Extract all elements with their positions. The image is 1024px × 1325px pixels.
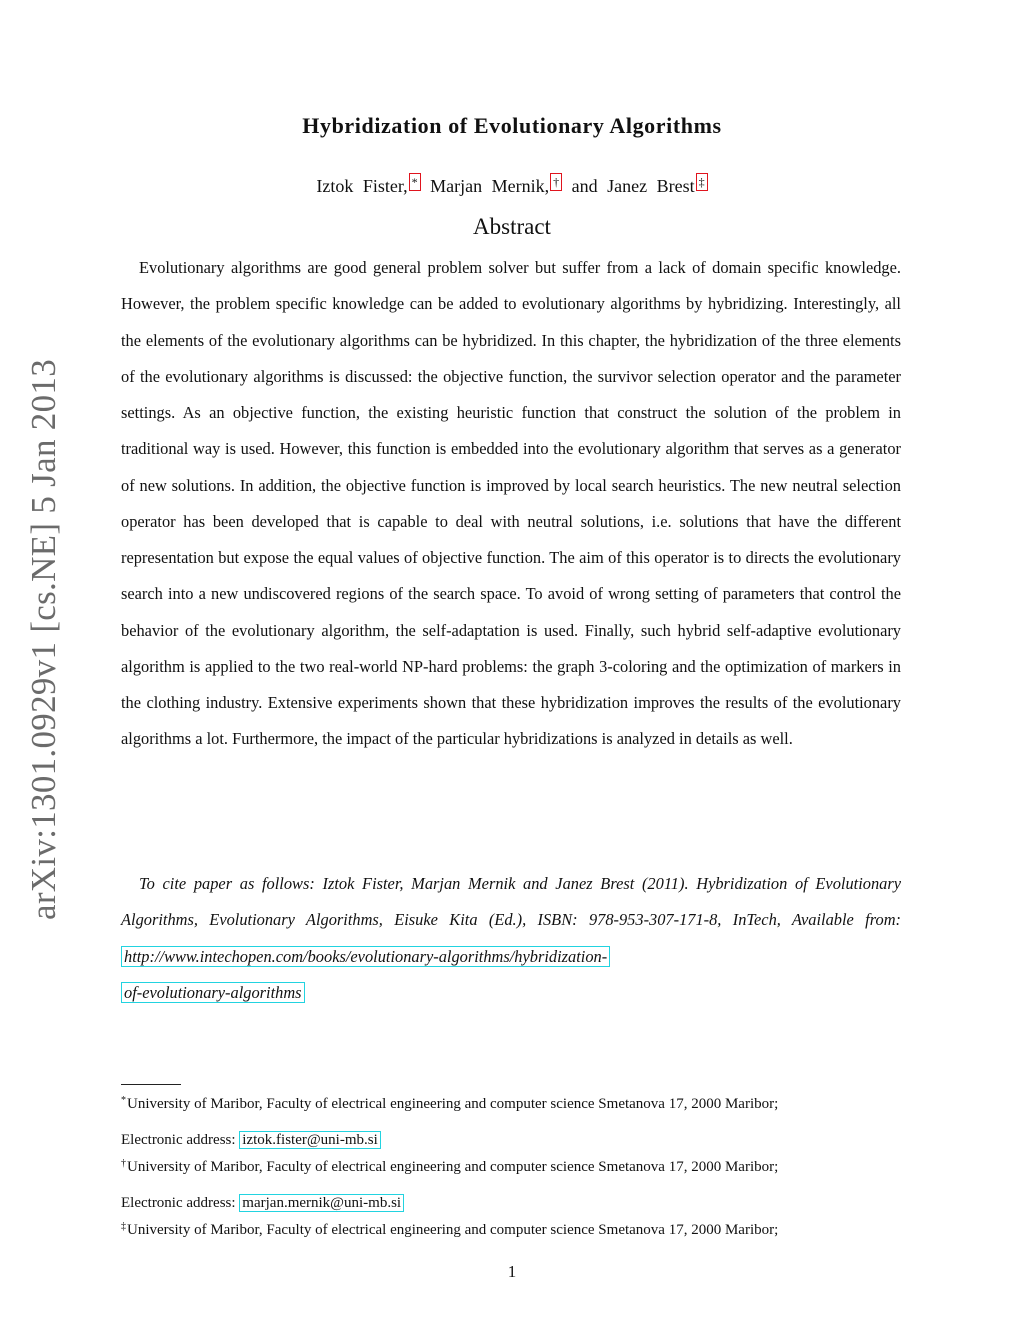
footnote-email-line	[121, 1191, 911, 1215]
author-name: and Janez Brest	[571, 176, 695, 196]
footnote-affiliation	[121, 1089, 911, 1116]
email-label: Electronic address:	[121, 1132, 236, 1148]
citation-url-link-continued[interactable]: of-evolutionary-algorithms	[121, 982, 305, 1003]
email-label: Electronic address:	[121, 1195, 236, 1211]
email-link[interactable]: iztok.fister@uni-mb.si	[239, 1131, 380, 1149]
affiliation-text: University of Maribor, Faculty of electrical engineering and computer science Smetanova 17, 2000 Maribor;	[127, 1222, 779, 1238]
footnote-rule	[121, 1084, 181, 1085]
footnote-affiliation	[121, 1152, 911, 1179]
citation-text: To cite paper as follows: Iztok Fister, Marjan Mernik and Janez Brest (2011). Hybridization of Evolutionary Algorithms, Evolutionary Algorithms, Eisuke Kita (Ed.), ISBN: 978-953-307-171-8, InTech, Available from:	[121, 874, 901, 930]
affiliation-text: University of Maribor, Faculty of electrical engineering and computer science Smetanova 17, 2000 Maribor;	[127, 1096, 779, 1112]
arxiv-identifier-stamp: arXiv:1301.0929v1 [cs.NE] 5 Jan 2013	[24, 359, 63, 920]
footnote-mark: †	[121, 1158, 126, 1169]
footnote-mark: ‡	[121, 1221, 126, 1232]
footnote-mark: *	[121, 1095, 126, 1106]
author-name: Iztok Fister,	[316, 176, 408, 196]
footnote-affiliation	[121, 1215, 911, 1242]
affiliation-text: University of Maribor, Faculty of electrical engineering and computer science Smetanova 17, 2000 Maribor;	[127, 1159, 779, 1175]
footnote-email-line	[121, 1128, 911, 1152]
footnote-link[interactable]: ‡	[696, 173, 708, 191]
author-list	[0, 173, 1024, 197]
abstract-text	[121, 250, 901, 758]
email-link[interactable]: marjan.mernik@uni-mb.si	[239, 1194, 404, 1212]
citation-paragraph	[121, 866, 901, 1011]
abstract-heading: Abstract	[473, 214, 551, 239]
abstract-body: Evolutionary algorithms are good general problem solver but suffer from a lack of domain specific knowledge. However, the problem specific knowledge can be added to evolutionary algorithms by hybridizing. Interestingly, all the elements of the evolutionary algorithms can be hybridized. In this chapter, the hybridization of the three elements of the evolutionary algorithms is discussed: the objective function, the survivor selection operator and the parameter settings. As an objective function, the existing heuristic function that construct the solution of the problem in traditional way is used. However, this function is embedded into the evolutionary algorithm that serves as a generator of new solutions. In addition, the objective function is improved by local search heuristics. The new neutral selection operator has been developed that is capable to deal with neutral solutions, i.e. solutions that have the different representation but expose the equal values of objective function. The aim of this operator is to directs the evolutionary search into a new undiscovered regions of the search space. To avoid of wrong setting of parameters that control the behavior of the evolutionary algorithm, the self-adaptation is used. Finally, such hybrid self-adaptive evolutionary algorithm is applied to the two real-world NP-hard problems: the graph 3-coloring and the optimization of markers in the clothing industry. Extensive experiments shown that these hybridization improves the results of the evolutionary algorithms a lot. Furthermore, the impact of the particular hybridizations is analyzed in details as well.	[121, 258, 901, 749]
paper-title: Hybridization of Evolutionary Algorithms	[302, 113, 722, 138]
footnote-link[interactable]: *	[409, 173, 421, 191]
author-name: Marjan Mernik,	[430, 176, 550, 196]
footnotes	[121, 1089, 911, 1242]
citation-url-link[interactable]: http://www.intechopen.com/books/evolutionary-algorithms/hybridization-	[121, 946, 610, 967]
page-number: 1	[507, 1262, 517, 1281]
footnote-link[interactable]: †	[550, 173, 562, 191]
